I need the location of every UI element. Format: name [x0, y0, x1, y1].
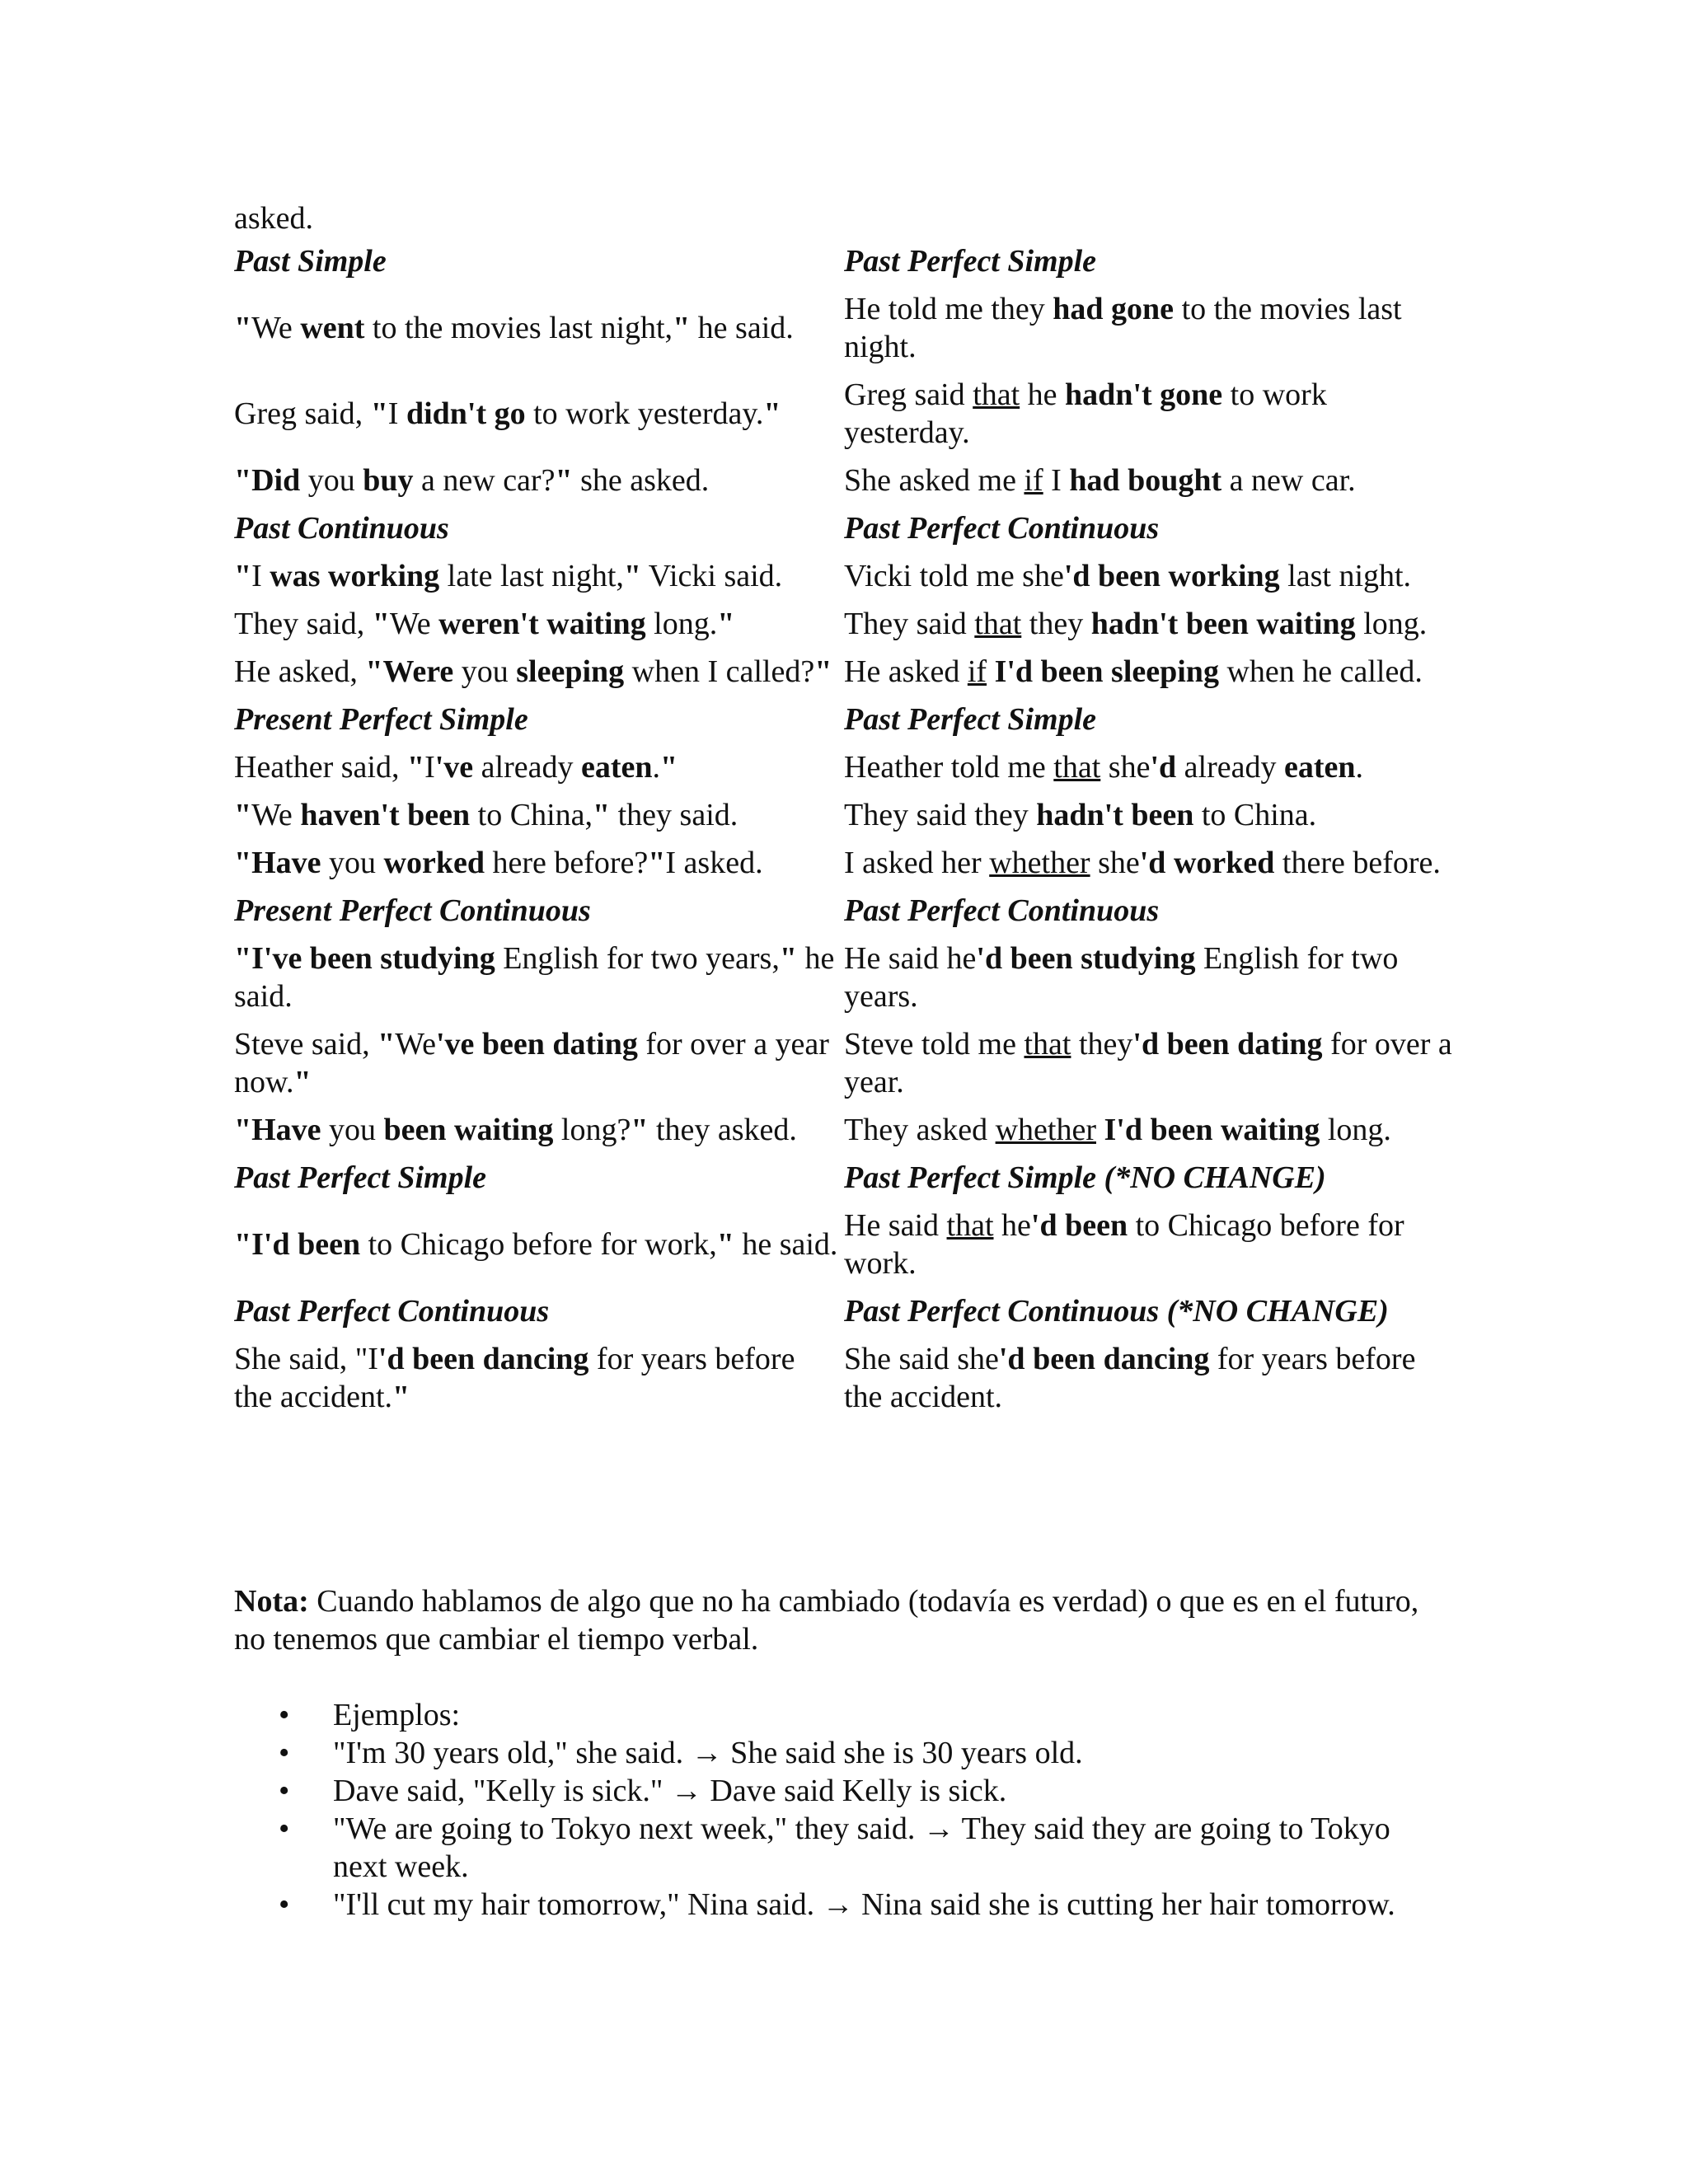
bold-run: "Have [234, 1113, 321, 1147]
underlined-run: that [1053, 750, 1101, 785]
text-run: He asked, [234, 654, 366, 689]
text-run: They said they [844, 798, 1037, 832]
direct-speech-cell [234, 1025, 844, 1101]
text-run: she [1090, 846, 1140, 880]
direct-speech-cell [234, 462, 844, 499]
text-run: when I called? [624, 654, 815, 689]
direct-speech-cell [234, 605, 844, 643]
direct-speech-cell [234, 309, 844, 347]
text-run: Heather told me [844, 750, 1054, 785]
text-run: for years before the accident. [234, 1342, 795, 1414]
bold-run: " [370, 396, 388, 431]
example-text: "We are going to Tokyo next week," they said. → They said they are going to Tokyo next week. [333, 1811, 1390, 1884]
text-run: they [1021, 607, 1091, 641]
reported-tense-heading: Past Perfect Continuous [844, 893, 1160, 928]
example-list-item [234, 1734, 1421, 1772]
example-text: Dave said, "Kelly is sick." → Dave said Kelly is sick. [333, 1774, 1007, 1808]
direct-tense-heading: Past Perfect Simple [234, 1160, 487, 1195]
underlined-run: that [946, 1208, 994, 1243]
note-label: Nota: [234, 1584, 309, 1619]
example-list-item [234, 1696, 1421, 1734]
text-run: Steve said, [234, 1027, 378, 1062]
text-run: you [300, 463, 363, 498]
text-run: We [395, 1027, 436, 1062]
direct-speech-cell [234, 1340, 844, 1416]
direct-speech-cell [234, 940, 844, 1015]
text-run: Greg said, [234, 396, 371, 431]
reported-speech-table [234, 242, 1454, 1426]
text-run: to the movies last night. [844, 292, 1402, 364]
example-row [234, 605, 1454, 653]
bold-run: "Have [234, 846, 321, 880]
text-run: here before? [484, 846, 649, 880]
text-run: for years before the accident. [844, 1342, 1416, 1414]
direct-tense-heading: Present Perfect Continuous [234, 893, 591, 928]
bold-run: 'd been dancing [998, 1342, 1210, 1376]
example-row [234, 653, 1454, 701]
bold-run: went [300, 311, 365, 345]
bullet-icon: • [279, 1774, 290, 1808]
bold-run: 'd been studying [976, 941, 1196, 976]
direct-speech-cell [234, 653, 844, 691]
bold-run: " [406, 750, 425, 785]
bold-run: " [717, 607, 735, 641]
example-row [234, 1111, 1454, 1159]
text-run: to Chicago before for work. [844, 1208, 1404, 1281]
bold-run: " [377, 1027, 396, 1062]
text-run: to China, [470, 798, 593, 832]
text-run: We [251, 798, 301, 832]
example-row [234, 290, 1454, 376]
direct-tense-heading: Past Continuous [234, 511, 449, 546]
text-run: late last night, [439, 559, 624, 593]
bold-run: " [234, 559, 252, 593]
text-run: . [1355, 750, 1363, 785]
bold-run: 'd worked [1139, 846, 1275, 880]
bold-run: " [763, 396, 781, 431]
tense-heading-row [234, 701, 1454, 748]
text-run: to Chicago before for work, [360, 1227, 717, 1262]
bold-run: eaten [1283, 750, 1356, 785]
text-run: they said. [610, 798, 738, 832]
example-row [234, 1025, 1454, 1111]
direct-tense-heading: Past Perfect Continuous [234, 1294, 550, 1329]
text-run: a new car? [413, 463, 556, 498]
bold-run: " [631, 1113, 649, 1147]
example-list-item [234, 1772, 1421, 1810]
text-run: already [1176, 750, 1284, 785]
bold-run: eaten [580, 750, 653, 785]
examples-list [234, 1696, 1421, 1924]
text-run: you [453, 654, 517, 689]
text-run: She asked me [844, 463, 1025, 498]
intro-text: asked. [234, 201, 314, 236]
reported-speech-cell [844, 796, 1454, 834]
bullet-icon: • [279, 1811, 290, 1846]
text-run: She said she [844, 1342, 999, 1376]
text-run: English for two years, [495, 941, 780, 976]
text-run: to work yesterday. [525, 396, 764, 431]
direct-speech-cell [234, 796, 844, 834]
text-run: Steve told me [844, 1027, 1025, 1062]
example-row [234, 748, 1454, 796]
reported-speech-cell [844, 844, 1454, 882]
reported-speech-cell [844, 605, 1454, 643]
direct-speech-cell [234, 1111, 844, 1149]
text-run: She said, "I [234, 1342, 378, 1376]
text-run: you [321, 846, 384, 880]
text-run: I [1043, 463, 1070, 498]
direct-speech-cell [234, 844, 844, 882]
example-text: "I'll cut my hair tomorrow," Nina said. → Nina said she is cutting her hair tomorrow. [333, 1887, 1395, 1922]
bold-run: " [392, 1380, 410, 1414]
bold-run: didn't go [406, 396, 526, 431]
bold-run: " [293, 1065, 312, 1099]
bold-run: I'd been waiting [1104, 1113, 1320, 1147]
text-run: Greg said [844, 377, 973, 412]
text-run: for over a year. [844, 1027, 1452, 1099]
example-row [234, 1340, 1454, 1426]
bold-run: 'd been [1030, 1208, 1128, 1243]
bold-run: " [372, 607, 390, 641]
bold-run: "Did [234, 463, 301, 498]
text-run: I asked. [665, 846, 763, 880]
bold-run: 'd [1150, 750, 1177, 785]
tense-heading-row [234, 1159, 1454, 1207]
bullet-icon: • [279, 1698, 290, 1732]
tense-heading-row [234, 242, 1454, 290]
example-row [234, 1207, 1454, 1292]
bold-run: " [648, 846, 666, 880]
bold-run: 'd been dating [1132, 1027, 1323, 1062]
bold-run: hadn't gone [1065, 377, 1223, 412]
example-text: "I'm 30 years old," she said. → She said she is 30 years old. [333, 1736, 1083, 1770]
underlined-run: whether [995, 1113, 1096, 1147]
text-run: English for two years. [844, 941, 1399, 1014]
text-run: he said. [690, 311, 794, 345]
text-run: They asked [844, 1113, 996, 1147]
text-run: He told me they [844, 292, 1053, 326]
text-run: He said [844, 1208, 947, 1243]
text-run: they [1071, 1027, 1133, 1062]
example-row [234, 844, 1454, 892]
reported-speech-cell [844, 748, 1454, 786]
text-run: he said. [234, 941, 835, 1014]
reported-speech-cell [844, 290, 1454, 366]
text-run: to work yesterday. [844, 377, 1327, 450]
text-run: long. [1320, 1113, 1391, 1147]
example-row [234, 462, 1454, 509]
text-run: to the movies last night, [364, 311, 673, 345]
bold-run: hadn't been waiting [1090, 607, 1356, 641]
underlined-run: if [1024, 463, 1043, 498]
example-row [234, 796, 1454, 844]
example-row [234, 940, 1454, 1025]
bold-run: haven't been [300, 798, 471, 832]
text-run: I [387, 396, 406, 431]
text-run: I [251, 559, 270, 593]
text-run: long. [645, 607, 718, 641]
text-run: We [389, 607, 439, 641]
bold-run: " [623, 559, 641, 593]
reported-speech-cell [844, 376, 1454, 452]
text-run: They said, [234, 607, 373, 641]
text-run: long. [1355, 607, 1428, 641]
text-run: they asked. [648, 1113, 797, 1147]
text-run: I asked her [844, 846, 990, 880]
bold-run: "I'd been [234, 1227, 361, 1262]
text-run: . [652, 750, 661, 785]
text-run: He asked [844, 654, 968, 689]
text-run: long? [553, 1113, 631, 1147]
tense-heading-row [234, 509, 1454, 557]
bold-run: had bought [1069, 463, 1222, 498]
text-run: Vicki told me she [844, 559, 1064, 593]
underlined-run: that [974, 607, 1022, 641]
bold-run: " [234, 798, 252, 832]
reported-speech-cell [844, 1025, 1454, 1101]
example-row [234, 557, 1454, 605]
bold-run: " [673, 311, 691, 345]
direct-speech-cell [234, 748, 844, 786]
example-row [234, 376, 1454, 462]
reported-speech-cell [844, 1207, 1454, 1282]
bold-run: 'd been dancing [377, 1342, 589, 1376]
bold-run: " [814, 654, 832, 689]
bold-run: "Were [365, 654, 454, 689]
text-run: he [993, 1208, 1031, 1243]
example-list-item [234, 1810, 1421, 1886]
text-run: you [321, 1113, 384, 1147]
text-run: she [1100, 750, 1151, 785]
reported-speech-cell [844, 1111, 1454, 1149]
bold-run: weren't waiting [438, 607, 646, 641]
text-run [987, 654, 995, 689]
text-run: I [424, 750, 435, 785]
reported-speech-cell [844, 940, 1454, 1015]
bold-run: hadn't been [1036, 798, 1194, 832]
text-run: when he called. [1218, 654, 1423, 689]
bold-run: " [234, 311, 252, 345]
text-run: Vicki said. [640, 559, 783, 593]
reported-tense-heading: Past Perfect Simple [844, 244, 1097, 279]
bold-run: 've been dating [435, 1027, 638, 1062]
direct-speech-cell [234, 395, 844, 433]
reported-speech-cell [844, 653, 1454, 691]
text-run: They said [844, 607, 975, 641]
reported-tense-heading: Past Perfect Simple (*NO CHANGE) [844, 1160, 1326, 1195]
text-run [1096, 1113, 1104, 1147]
underlined-run: that [1024, 1027, 1071, 1062]
reported-tense-heading: Past Perfect Simple [844, 702, 1097, 737]
bold-run: buy [363, 463, 414, 498]
direct-speech-cell [234, 1226, 844, 1263]
direct-tense-heading: Past Simple [234, 244, 387, 279]
bold-run: worked [383, 846, 485, 880]
bold-run: I'd been sleeping [994, 654, 1219, 689]
bold-run: had gone [1053, 292, 1175, 326]
bullet-icon: • [279, 1736, 290, 1770]
text-run: to China. [1193, 798, 1317, 832]
bold-run: " [660, 750, 678, 785]
text-run: a new car. [1221, 463, 1356, 498]
tense-heading-row [234, 892, 1454, 940]
underlined-run: whether [989, 846, 1090, 880]
text-run: Heather said, [234, 750, 407, 785]
text-run: she asked. [572, 463, 710, 498]
text-run: he said. [734, 1227, 838, 1262]
example-list-item [234, 1886, 1421, 1924]
text-run: there before. [1274, 846, 1441, 880]
underlined-run: that [973, 377, 1020, 412]
direct-speech-cell [234, 557, 844, 595]
bullet-icon: • [279, 1887, 290, 1922]
bold-run: 'd been working [1063, 559, 1280, 593]
bold-run: " [716, 1227, 734, 1262]
bold-run: " [779, 941, 797, 976]
text-run: he [1020, 377, 1066, 412]
text-run: for over a year now. [234, 1027, 829, 1099]
reported-tense-heading: Past Perfect Continuous [844, 511, 1160, 546]
bold-run: 've [434, 750, 474, 785]
reported-tense-heading: Past Perfect Continuous (*NO CHANGE) [844, 1294, 1389, 1329]
underlined-run: if [967, 654, 987, 689]
bold-run: " [555, 463, 573, 498]
direct-tense-heading: Present Perfect Simple [234, 702, 528, 737]
reported-speech-cell [844, 462, 1454, 499]
reported-speech-cell [844, 1340, 1454, 1416]
bold-run: "I've been studying [234, 941, 495, 976]
bold-run: was working [270, 559, 440, 593]
bold-run: been waiting [383, 1113, 554, 1147]
text-run: We [251, 311, 301, 345]
text-run: already [473, 750, 581, 785]
note-text: Cuando hablamos de algo que no ha cambiado (todavía es verdad) o que es en el futuro, no tenemos que cambiar el tiempo verbal. [234, 1584, 1419, 1657]
bold-run: sleeping [516, 654, 625, 689]
tense-heading-row [234, 1292, 1454, 1340]
text-run: He said he [844, 941, 977, 976]
bold-run: " [593, 798, 611, 832]
text-run: last night. [1279, 559, 1412, 593]
note-paragraph [234, 1582, 1421, 1658]
example-text: Ejemplos: [333, 1698, 461, 1732]
reported-speech-cell [844, 557, 1454, 595]
